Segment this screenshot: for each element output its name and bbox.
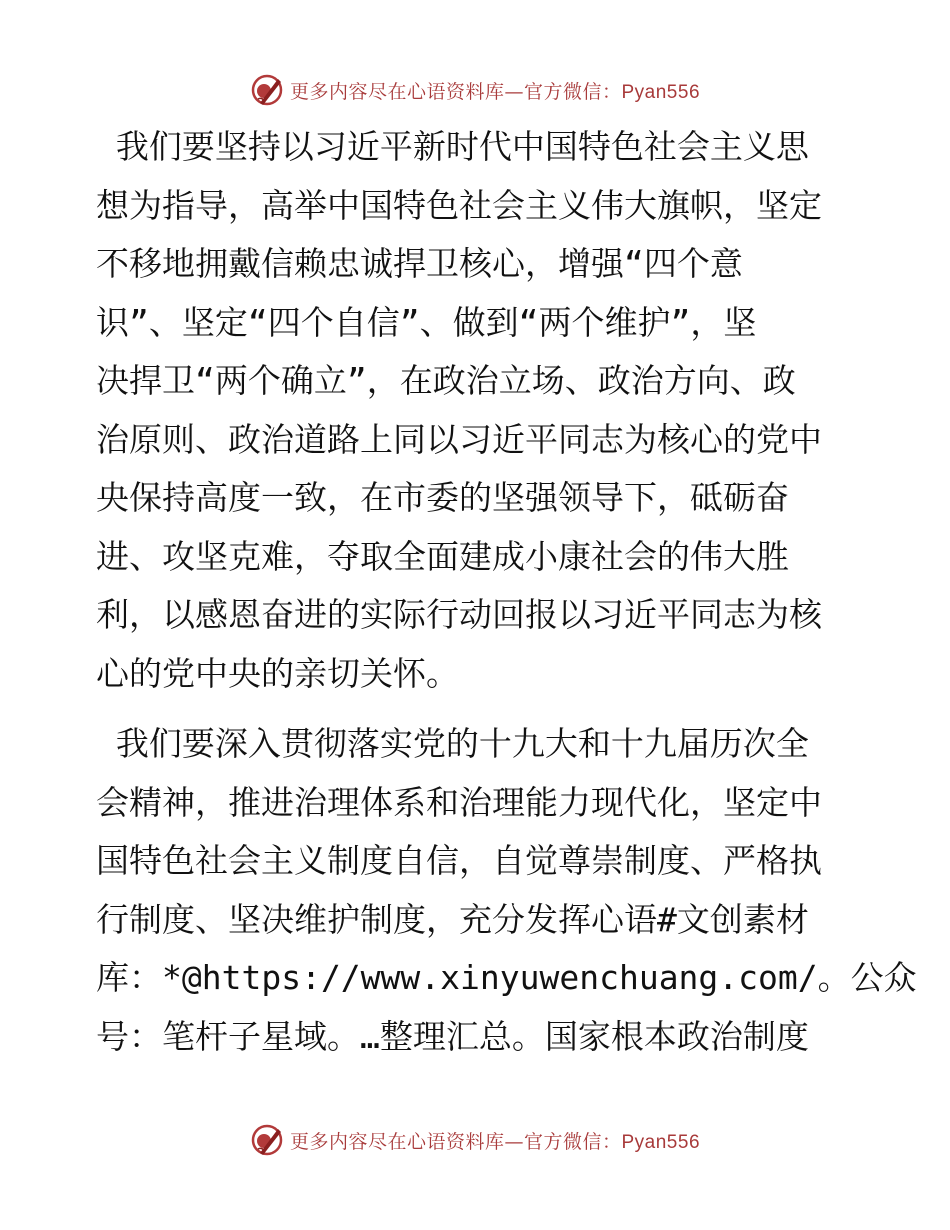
text-line: 央保持高度一致，在市委的坚强领导下，砥砺奋 [96,478,789,517]
text-line: 号：笔杆子星域。…整理汇总。国家根本政治制度 [96,1016,809,1056]
wechat-id: Pyan556 [621,1131,701,1153]
text-line: 心的党中央的亲切关怀。 [96,653,459,693]
text-line: 我们要深入贯彻落实党的十九大和十九届历次全 [96,724,809,763]
text-line: 识”、坚定“四个自信”、做到“两个维护”，坚 [96,302,757,342]
paragraph-1 [96,118,856,703]
text-line: 会精神，推进治理体系和治理能力现代化，坚定中 [96,782,822,822]
paragraph-2 [96,715,917,1066]
text-line: 库：*@https://www.xinyuwenchuang.com/。公众 [96,958,917,997]
document-body [96,118,917,1078]
text-line: 我们要坚持以习近平新时代中国特色社会主义思 [96,127,809,166]
banner-text: 更多内容尽在心语资料库—官方微信：Pyan556 [289,80,701,103]
text-line: 不移地拥戴信赖忠诚捍卫核心，增强“四个意 [96,244,743,283]
text-line: 行制度、坚决维护制度，充分发挥心语#文创素材 [96,899,809,939]
footer-banner [0,1120,950,1160]
text-line: 想为指导，高举中国特色社会主义伟大旗帜，坚定 [96,185,822,225]
header-banner [0,70,950,110]
quill-pen-logo-icon [250,1123,284,1157]
banner-text: 更多内容尽在心语资料库—官方微信：Pyan556 [289,1130,701,1153]
quill-pen-logo-icon [250,73,284,107]
text-line: 利，以感恩奋进的实际行动回报以习近平同志为核 [96,595,822,634]
text-line: 治原则、政治道路上同以习近平同志为核心的党中 [96,419,822,459]
text-line: 决捍卫“两个确立”，在政治立场、政治方向、政 [96,361,796,400]
text-line: 进、攻坚克难，夺取全面建成小康社会的伟大胜 [96,536,789,576]
text-line: 国特色社会主义制度自信，自觉尊崇制度、严格执 [96,841,822,880]
wechat-id: Pyan556 [621,81,701,103]
